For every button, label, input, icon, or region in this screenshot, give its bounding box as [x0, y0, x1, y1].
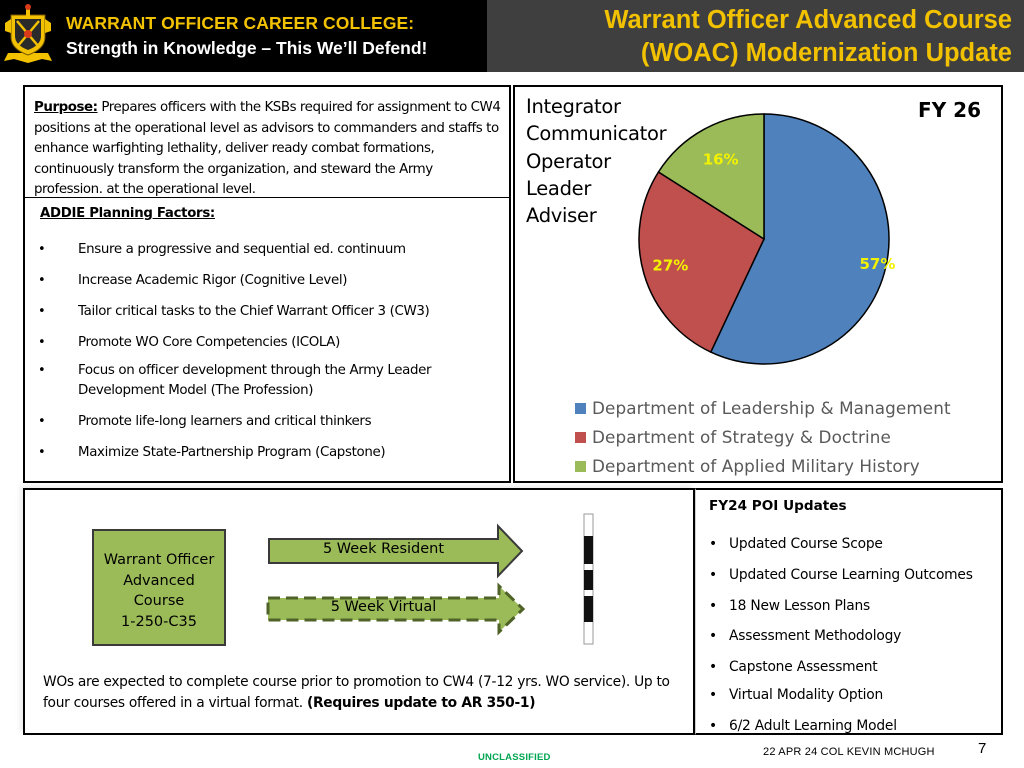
- role-item: Operator: [526, 149, 611, 173]
- pie-data-label: 16%: [702, 150, 739, 169]
- updates-title: FY24 POI Updates: [709, 498, 847, 514]
- role-item: Adviser: [526, 204, 597, 228]
- bullet-dot-icon: •: [709, 718, 717, 734]
- role-item: Integrator: [526, 95, 621, 118]
- college-motto: Strength in Knowledge – This We’ll Defend!: [66, 38, 428, 58]
- legend-swatch: [575, 403, 586, 414]
- legend-label: Department of Applied Military History: [592, 456, 920, 476]
- course-identifier-box: Warrant Officer Advanced Course 1-250-C35: [92, 529, 226, 646]
- purpose-label: Purpose:: [34, 100, 98, 115]
- bullet-dot-icon: •: [38, 363, 46, 378]
- bullet-dot-icon: •: [709, 598, 717, 614]
- department-pie-chart: [515, 87, 1001, 481]
- bullet-dot-icon: •: [38, 273, 46, 288]
- resident-label: 5 Week Resident: [322, 541, 445, 557]
- virtual-label: 5 Week Virtual: [330, 599, 437, 615]
- pie-data-label: 27%: [652, 256, 689, 275]
- bullet-dot-icon: •: [709, 567, 717, 583]
- college-name: WARRANT OFFICER CAREER COLLEGE:: [66, 13, 415, 33]
- purpose-panel: Purpose: Prepares officers with the KSBs required for assignment to CW4 positions at the operational level as advisors to commanders and staffs to enhance warfighting lethality, deliver ready combat formations, continuously transform the organization, and steward the Army profession. at the operational level. ADDIE Planning Factors: • Ensure a progressive and sequential ed. continuum • Increase Academic Rigor (Cognitive Level) • Tailor critical tasks to the Chief Warrant Officer 3 (CW3) • Promote WO Core Competencies (ICOLA) • Focus on officer development through the Army Leader Development Model (The Profession) • Promote life-long learners and critical thinkers • Maximize State-Partnership Program (Capstone): [23, 85, 511, 483]
- legend-label: Department of Leadership & Management: [592, 398, 951, 418]
- page-number: 7: [978, 740, 987, 757]
- bullet-dot-icon: •: [709, 536, 717, 552]
- legend-swatch: [575, 461, 586, 472]
- header-branding-bar: [0, 0, 487, 72]
- pie-data-label: 57%: [859, 254, 896, 273]
- bullet-dot-icon: •: [709, 628, 717, 644]
- classification-marking: UNCLASSIFIED: [478, 752, 551, 763]
- bullet-dot-icon: •: [38, 304, 46, 319]
- department-chart-panel: [513, 85, 1003, 483]
- footer-date-author: 22 APR 24 COL KEVIN MCHUGH: [763, 746, 935, 758]
- legend-label: Department of Strategy & Doctrine: [592, 427, 891, 447]
- bullet-dot-icon: •: [38, 445, 46, 460]
- bullet-dot-icon: •: [38, 414, 46, 429]
- bullet-dot-icon: •: [709, 687, 717, 703]
- army-crest-icon: [2, 3, 54, 69]
- purpose-text: Prepares officers with the KSBs required for assignment to CW4 positions at the operational level as advisors to commanders and staffs to enhance warfighting lethality, deliver ready combat formations, continuously transform the organization, and steward the Army profession. at the operational level.: [34, 100, 501, 197]
- role-item: Leader: [526, 176, 592, 200]
- purpose-paragraph: [34, 98, 504, 201]
- header-title-bar: [487, 0, 1024, 72]
- addie-title: ADDIE Planning Factors:: [40, 206, 215, 221]
- course-note: WOs are expected to complete course prior to promotion to CW4 (7-12 yrs. WO service). Up to four courses offered in a virtual format. (Requires update to AR 350-1): [43, 674, 670, 711]
- course-note-emphasis: (Requires update to AR 350-1): [306, 694, 536, 711]
- role-item: Communicator: [526, 122, 667, 146]
- page-title-line1: Warrant Officer Advanced Course: [604, 6, 1012, 34]
- bullet-dot-icon: •: [38, 242, 46, 257]
- legend-swatch: [575, 432, 586, 443]
- section-divider: [25, 197, 509, 198]
- poi-updates-panel: FY24 POI Updates • Updated Course Scope • Updated Course Learning Outcomes • 18 New Lesson Plans • Assessment Methodology • Capstone Assessment • Virtual Modality Option • 6/2 Adult Learning Model: [695, 488, 1003, 735]
- bullet-dot-icon: •: [38, 335, 46, 350]
- bullet-dot-icon: •: [709, 659, 717, 675]
- course-diagram-panel: [23, 488, 695, 735]
- fiscal-year-label: FY 26: [918, 98, 981, 122]
- page-title-line2: (WOAC) Modernization Update: [640, 39, 1012, 67]
